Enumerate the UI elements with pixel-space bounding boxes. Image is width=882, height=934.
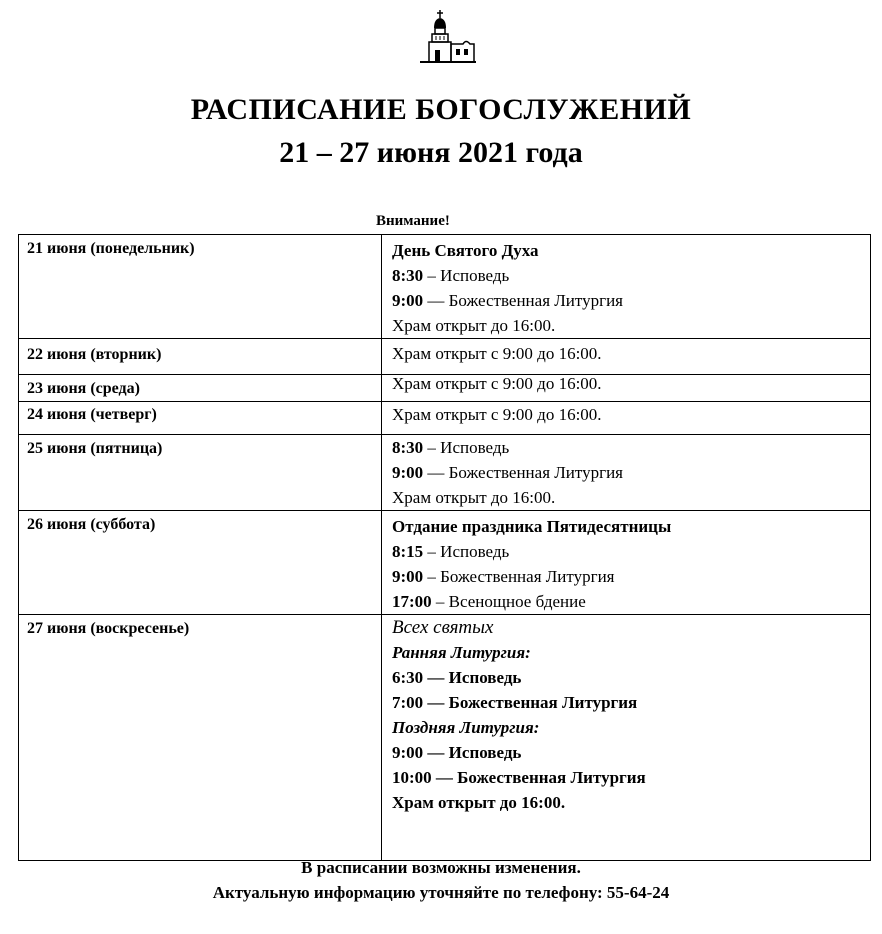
services-cell bbox=[382, 511, 871, 615]
feast-name: День Святого Духа bbox=[392, 241, 539, 260]
service-line: 9:00 – Божественная Литургия bbox=[392, 567, 615, 586]
services-cell bbox=[382, 339, 871, 375]
service-line: Храм открыт с 9:00 до 16:00. bbox=[392, 374, 602, 393]
day-cell bbox=[19, 435, 382, 511]
feast-name: Всех святых bbox=[392, 617, 494, 638]
service-line: Храм открыт с 9:00 до 16:00. bbox=[392, 405, 602, 424]
services-cell bbox=[382, 435, 871, 511]
table-row bbox=[19, 615, 871, 861]
service-line: 17:00 – Всенощное бдение bbox=[392, 592, 586, 611]
service-line: Храм открыт до 16:00. bbox=[392, 793, 566, 812]
services-cell bbox=[382, 235, 871, 339]
day-cell bbox=[19, 402, 382, 435]
table-row bbox=[19, 511, 871, 615]
service-line: 8:30 – Исповедь bbox=[392, 438, 510, 457]
service-line: 9:00 — Исповедь bbox=[392, 743, 522, 762]
table-row bbox=[19, 402, 871, 435]
day-label: 22 июня (вторник) bbox=[27, 346, 162, 363]
services-cell bbox=[382, 615, 871, 861]
day-cell bbox=[19, 339, 382, 375]
page-title: РАСПИСАНИЕ БОГОСЛУЖЕНИЙ bbox=[190, 93, 692, 126]
table-row bbox=[19, 235, 871, 339]
day-label: 23 июня (среда) bbox=[27, 380, 140, 397]
service-line: 9:00 — Божественная Литургия bbox=[392, 463, 623, 482]
day-label: 25 июня (пятница) bbox=[27, 440, 163, 457]
services-cell bbox=[382, 402, 871, 435]
service-line: 10:00 — Божественная Литургия bbox=[392, 768, 646, 787]
day-label: 24 июня (четверг) bbox=[27, 406, 157, 423]
footer-note-changes: В расписании возможны изменения. bbox=[301, 858, 581, 877]
services-cell bbox=[382, 375, 871, 402]
service-line: 8:30 – Исповедь bbox=[392, 266, 510, 285]
day-cell bbox=[19, 615, 382, 861]
service-line: Храм открыт с 9:00 до 16:00. bbox=[392, 344, 602, 363]
day-cell bbox=[19, 375, 382, 402]
service-line: 7:00 — Божественная Литургия bbox=[392, 693, 638, 712]
schedule-table bbox=[18, 234, 871, 861]
day-cell bbox=[19, 511, 382, 615]
service-line: 9:00 — Божественная Литургия bbox=[392, 291, 623, 310]
date-range-subtitle: 21 – 27 июня 2021 года bbox=[279, 136, 583, 169]
day-label: 21 июня (понедельник) bbox=[27, 240, 195, 257]
attention-note: Внимание! bbox=[376, 213, 450, 229]
day-label: 27 июня (воскресенье) bbox=[27, 620, 190, 637]
service-line: 8:15 – Исповедь bbox=[392, 542, 510, 561]
early-liturgy-heading: Ранняя Литургия: bbox=[392, 643, 531, 662]
service-line: 6:30 — Исповедь bbox=[392, 668, 522, 687]
day-label: 26 июня (суббота) bbox=[27, 516, 156, 533]
late-liturgy-heading: Поздняя Литургия: bbox=[392, 718, 540, 737]
feast-name: Отдание праздника Пятидесятницы bbox=[392, 517, 672, 536]
day-cell bbox=[19, 235, 382, 339]
footer-note-phone: Актуальную информацию уточняйте по телефону: 55-64-24 bbox=[212, 883, 670, 902]
table-row bbox=[19, 339, 871, 375]
service-line: Храм открыт до 16:00. bbox=[392, 488, 556, 507]
service-line: Храм открыт до 16:00. bbox=[392, 316, 556, 335]
table-row bbox=[19, 435, 871, 511]
church-logo-icon bbox=[418, 8, 478, 68]
table-row bbox=[19, 375, 871, 402]
